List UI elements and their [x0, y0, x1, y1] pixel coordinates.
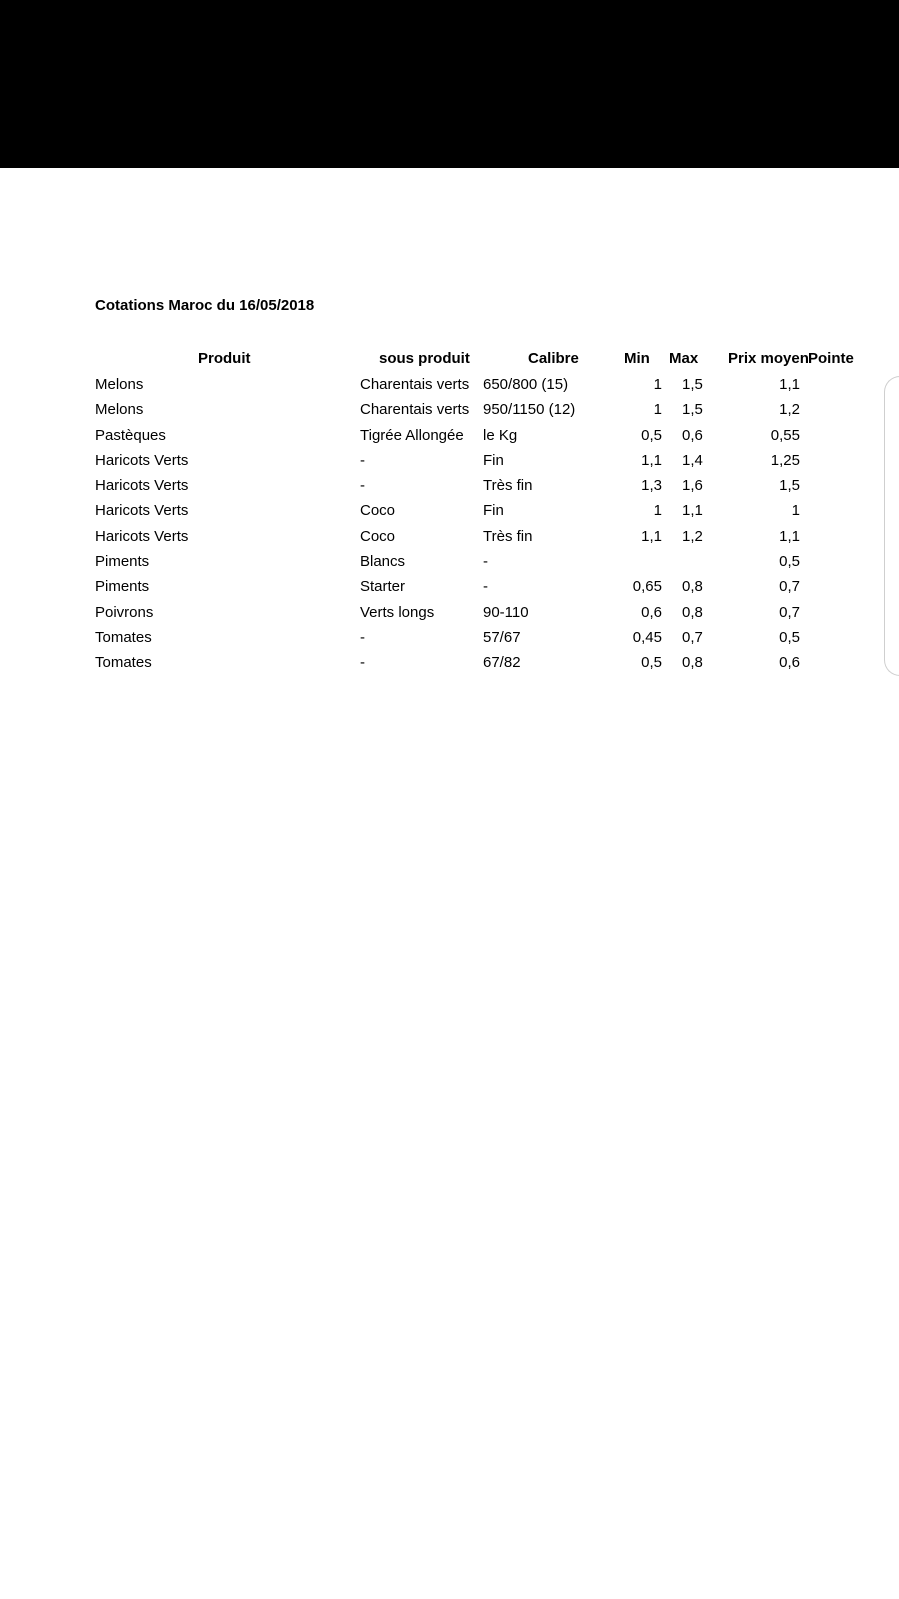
- cell-sous-produit: Blancs: [360, 553, 406, 571]
- cell-prix-moyen: 1,5: [779, 477, 800, 495]
- cell-max: 1,2: [682, 527, 703, 545]
- cell-calibre: Fin: [483, 502, 504, 520]
- header-produit: Produit: [198, 350, 251, 367]
- cell-max: 0,8: [682, 654, 703, 672]
- cell-calibre: -: [483, 578, 488, 596]
- document-title: Cotations Maroc du 16/05/2018: [95, 297, 315, 314]
- cell-prix-moyen: 1,1: [779, 527, 800, 545]
- cell-calibre: 650/800 (15): [483, 376, 569, 393]
- cell-min: 1,1: [641, 451, 662, 469]
- table-row: [0, 423, 899, 448]
- cell-produit: Poivrons: [95, 603, 154, 621]
- header-calibre: Calibre: [528, 350, 579, 367]
- cell-max: 1,6: [682, 477, 703, 495]
- cell-prix-moyen: 0,7: [779, 578, 800, 596]
- table-body: [0, 372, 899, 676]
- header-max: Max: [669, 350, 699, 367]
- cell-min: 0,45: [632, 628, 662, 646]
- cell-min: 0,5: [641, 426, 662, 444]
- cell-sous-produit: -: [360, 628, 365, 646]
- cell-max: 0,8: [682, 603, 703, 621]
- header-min: Min: [624, 350, 650, 367]
- cell-max: 0,7: [682, 628, 703, 646]
- cell-produit: Melons: [95, 401, 144, 419]
- cell-produit: Piments: [95, 553, 150, 571]
- table-row: [0, 473, 899, 498]
- cell-min: 1,1: [641, 527, 662, 545]
- cell-produit: Pastèques: [95, 426, 166, 444]
- cell-sous-produit: Tigrée Allongée: [360, 426, 464, 444]
- cell-produit: Haricots Verts: [95, 451, 189, 469]
- cell-max: 1,1: [682, 502, 703, 520]
- cell-sous-produit: -: [360, 451, 365, 469]
- price-table: [0, 346, 899, 676]
- cell-produit: Melons: [95, 376, 144, 393]
- cell-sous-produit: Coco: [360, 527, 396, 545]
- cell-produit: Haricots Verts: [95, 527, 189, 545]
- cell-max: 1,5: [682, 401, 703, 419]
- cell-calibre: 90-110: [483, 603, 529, 621]
- header-prix-moyen: Prix moyen: [728, 350, 809, 367]
- status-bar: [0, 0, 899, 168]
- cell-min: 1: [653, 502, 662, 520]
- table-row: [0, 397, 899, 422]
- cell-produit: Tomates: [95, 654, 152, 672]
- cell-calibre: -: [483, 553, 488, 571]
- table-row: [0, 498, 899, 523]
- header-pointe: Pointe: [808, 350, 854, 367]
- cell-sous-produit: -: [360, 477, 365, 495]
- cell-produit: Tomates: [95, 628, 152, 646]
- cell-prix-moyen: 0,55: [770, 426, 800, 444]
- cell-calibre: Fin: [483, 451, 504, 469]
- cell-sous-produit: Charentais verts: [360, 401, 470, 419]
- cell-prix-moyen: 1,1: [779, 376, 800, 393]
- cell-sous-produit: Starter: [360, 578, 406, 596]
- cell-produit: Haricots Verts: [95, 502, 189, 520]
- cell-max: 0,6: [682, 426, 703, 444]
- cell-calibre: le Kg: [483, 426, 518, 444]
- table-row: [0, 650, 899, 675]
- cell-prix-moyen: 1,2: [779, 401, 800, 419]
- cell-sous-produit: Verts longs: [360, 603, 435, 621]
- cell-calibre: 950/1150 (12): [483, 401, 576, 419]
- cell-prix-moyen: 0,7: [779, 603, 800, 621]
- cell-min: 1: [653, 376, 662, 393]
- cell-produit: Haricots Verts: [95, 477, 189, 495]
- side-panel-handle[interactable]: [884, 376, 899, 676]
- cell-calibre: 67/82: [483, 654, 521, 672]
- table-row: [0, 625, 899, 650]
- cell-sous-produit: Coco: [360, 502, 396, 520]
- table-row: [0, 600, 899, 625]
- cell-min: 0,65: [632, 578, 662, 596]
- cell-prix-moyen: 0,6: [779, 654, 800, 672]
- cell-prix-moyen: 1,25: [770, 451, 800, 469]
- table-header-row: [0, 346, 899, 372]
- cell-min: 1,3: [641, 477, 662, 495]
- cell-min: 0,5: [641, 654, 662, 672]
- cell-max: 1,4: [682, 451, 703, 469]
- table-row: [0, 524, 899, 549]
- cell-prix-moyen: 0,5: [779, 628, 800, 646]
- header-sous-produit: sous produit: [379, 350, 470, 367]
- cell-sous-produit: -: [360, 654, 365, 672]
- cell-sous-produit: Charentais verts: [360, 376, 470, 393]
- cell-prix-moyen: 1: [791, 502, 800, 520]
- cell-calibre: 57/67: [483, 628, 521, 646]
- cell-calibre: Très fin: [483, 527, 533, 545]
- cell-calibre: Très fin: [483, 477, 533, 495]
- table-row: [0, 549, 899, 574]
- cell-prix-moyen: 0,5: [779, 553, 800, 571]
- cell-min: 1: [653, 401, 662, 419]
- cell-max: 1,5: [682, 376, 703, 393]
- table-row: [0, 448, 899, 473]
- cell-produit: Piments: [95, 578, 150, 596]
- table-row: [0, 372, 899, 397]
- cell-min: 0,6: [641, 603, 662, 621]
- cell-max: 0,8: [682, 578, 703, 596]
- table-row: [0, 574, 899, 599]
